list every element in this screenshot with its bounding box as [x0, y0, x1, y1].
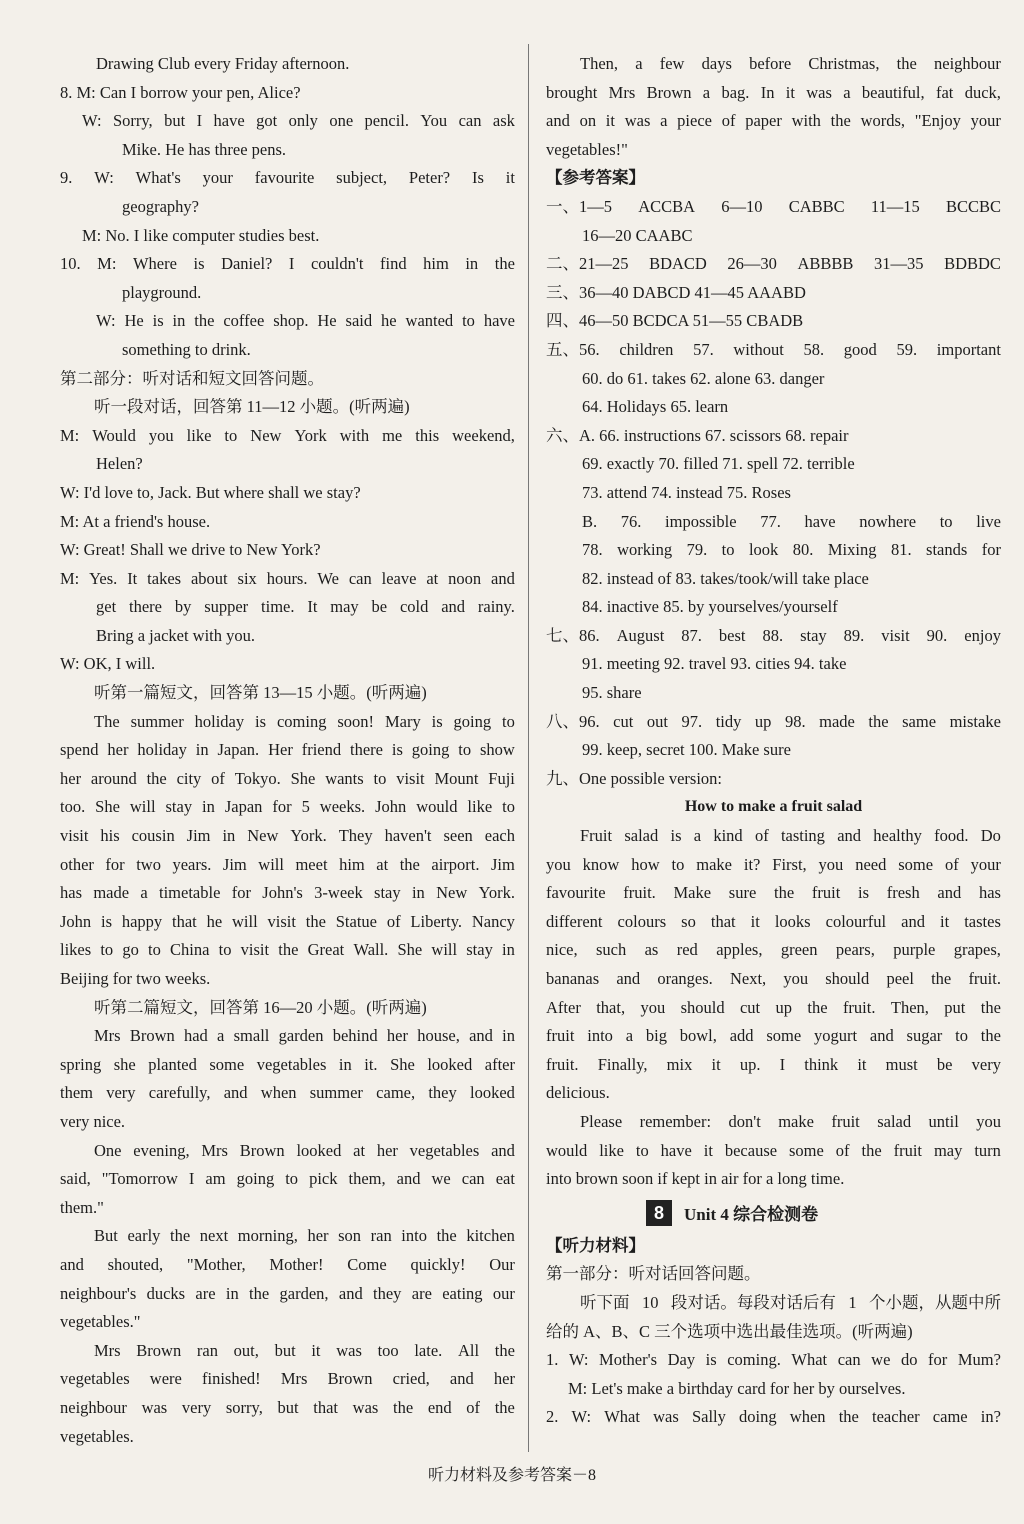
text-line: But early the next morning, her son ran into the kitchen — [94, 1226, 515, 1246]
text-line: 第一部分：听对话回答问题。 — [546, 1264, 761, 1284]
unit-title: Unit 4 综合检测卷 — [684, 1205, 819, 1225]
essay-title: How to make a fruit salad — [684, 798, 863, 816]
text-line: M: Yes. It takes about six hours. We can leave at noon and — [60, 568, 515, 588]
text-line: 给的 A、B、C 三个选项中选出最佳选项。(听两遍) — [546, 1321, 913, 1341]
text-line: very nice. — [60, 1111, 126, 1131]
text-line: John is happy that he will visit the Statue of Liberty. Nancy — [60, 911, 515, 931]
left-column — [60, 50, 515, 1451]
text-line: The summer holiday is coming soon! Mary is going to — [94, 711, 515, 731]
text-line: 听第一篇短文，回答第 13—15 小题。(听两遍) — [94, 683, 427, 703]
text-line: One evening, Mrs Brown looked at her vegetables and — [94, 1140, 515, 1160]
text-line: W: OK, I will. — [60, 654, 156, 674]
text-line: Bring a jacket with you. — [96, 625, 256, 645]
text-line: brought Mrs Brown a bag. In it was a beautiful, fat duck, — [546, 82, 1001, 102]
text-line: get there by supper time. It may be cold and rainy. — [96, 597, 515, 617]
text-line: Drawing Club every Friday afternoon. — [96, 54, 350, 73]
text-line: 9. W: What's your favourite subject, Peter? Is it — [60, 168, 515, 188]
text-line: neighbour was very sorry, but that was the end of the — [60, 1397, 515, 1417]
unit-header — [546, 1196, 1001, 1230]
text-line: 【参考答案】 — [546, 168, 645, 188]
text-line: them very carefully, and when summer came, they looked — [60, 1083, 515, 1103]
answer-line: 60. do 61. takes 62. alone 63. danger — [582, 368, 825, 388]
answer-key — [546, 193, 1001, 793]
text-line: Mike. He has three pens. — [122, 139, 287, 159]
text-line: Then, a few days before Christmas, the neighbour — [580, 54, 1001, 73]
text-line: her around the city of Tokyo. She wants to visit Mount Fuji — [60, 768, 515, 788]
text-line: Mrs Brown had a small garden behind her house, and in — [94, 1026, 515, 1046]
text-line: vegetables." — [60, 1312, 141, 1332]
text-line: likes to go to China to visit the Great Wall. She will stay in — [60, 940, 515, 960]
text-line: M: Would you like to New York with me this weekend, — [60, 425, 515, 445]
answer-line: 五、56. children 57. without 58. good 59. important — [546, 339, 1001, 359]
text-line: vegetables. — [60, 1426, 134, 1446]
essay-line: bananas and oranges. Next, you should peel the fruit. — [546, 969, 1001, 988]
text-line: visit his cousin Jim in New York. They haven't seen each — [60, 826, 515, 846]
text-line: 听一段对话，回答第 11—12 小题。(听两遍) — [94, 397, 410, 417]
essay-line: delicious. — [546, 1083, 610, 1103]
essay-line: Please remember: don't make fruit salad until you — [580, 1111, 1001, 1131]
essay-line: fruit into a big bowl, add some yogurt and sugar to the — [546, 1026, 1001, 1046]
text-line: W: Sorry, but I have got only one pencil. You can ask — [82, 111, 515, 131]
text-line: 听下面 10 段对话。每段对话后有 1 个小题，从题中所 — [580, 1292, 1001, 1312]
text-line: 10. M: Where is Daniel? I couldn't find him in the — [60, 254, 515, 274]
text-line: M: No. I like computer studies best. — [82, 225, 320, 245]
text-line: and shouted, "Mother, Mother! Come quickly! Our — [60, 1254, 515, 1274]
essay-line: into brown soon if kept in air for a long time. — [546, 1169, 845, 1189]
essay-line: After that, you should cut up the fruit. Then, put the — [546, 997, 1001, 1017]
answer-line: 一、1—5 ACCBA 6—10 CABBC 11—15 BCCBC — [546, 196, 1001, 216]
text-line: playground. — [122, 282, 202, 302]
text-line: geography? — [122, 196, 199, 216]
sample-essay — [546, 822, 1001, 1194]
page-footer: 听力材料及参考答案－8 — [427, 1467, 596, 1484]
text-line: has made a timetable for John's 3-week stay in New York. — [60, 883, 515, 903]
text-line: W: Great! Shall we drive to New York? — [60, 540, 321, 560]
answer-line: 91. meeting 92. travel 93. cities 94. take — [582, 654, 847, 674]
text-line: W: He is in the coffee shop. He said he wanted to have — [96, 311, 515, 331]
answer-line: 四、46—50 BCDCA 51—55 CBADB — [546, 311, 804, 331]
text-line: 1. W: Mother's Day is coming. What can we do for Mum? — [546, 1350, 1001, 1370]
text-line: Helen? — [96, 454, 143, 474]
answer-line: B. 76. impossible 77. have nowhere to live — [582, 511, 1001, 531]
text-line: other for two years. Jim will meet him at the airport. Jim — [60, 854, 515, 874]
text-line: said, "Tomorrow I am going to pick them, and we can eat — [60, 1169, 515, 1189]
essay-line: would like to have it because some of the fruit may turn — [546, 1140, 1001, 1160]
essay-line: nice, such as red apples, green pears, purple grapes, — [546, 940, 1001, 960]
text-line: 听第二篇短文，回答第 16—20 小题。(听两遍) — [94, 997, 427, 1017]
story-ending — [546, 50, 1001, 193]
text-line: W: I'd love to, Jack. But where shall we stay? — [60, 482, 361, 502]
essay-line: Fruit salad is a kind of tasting and healthy food. Do — [580, 826, 1001, 846]
column-divider — [528, 44, 529, 1452]
text-line: spend her holiday in Japan. Her friend there is going to show — [60, 740, 515, 760]
text-line: 8. M: Can I borrow your pen, Alice? — [60, 82, 301, 102]
text-line: 【听力材料】 — [546, 1235, 645, 1255]
essay-line: favourite fruit. Make sure the fruit is fresh and has — [546, 883, 1001, 903]
answer-line: 95. share — [582, 683, 642, 703]
answer-line: 69. exactly 70. filled 71. spell 72. terrible — [582, 454, 855, 474]
answer-line: 99. keep, secret 100. Make sure — [582, 740, 791, 760]
unit-number-badge: 8 — [646, 1200, 672, 1226]
essay-line: you know how to make it? First, you need some of your — [546, 854, 1001, 874]
text-line: them." — [60, 1197, 104, 1217]
essay-line: different colours so that it looks colourful and it tastes — [546, 911, 1001, 931]
text-line: Mrs Brown ran out, but it was too late. All the — [94, 1340, 515, 1360]
text-line: M: At a friend's house. — [60, 511, 211, 531]
text-line: something to drink. — [122, 339, 251, 359]
answer-line: 73. attend 74. instead 75. Roses — [582, 482, 791, 502]
answer-line: 84. inactive 85. by yourselves/yourself — [582, 597, 838, 617]
answer-line: 82. instead of 83. takes/took/will take place — [582, 568, 869, 588]
answer-line: 78. working 79. to look 80. Mixing 81. stands for — [582, 540, 1001, 560]
answer-line: 八、96. cut out 97. tidy up 98. made the same mistake — [546, 711, 1001, 731]
answer-line: 16—20 CAABC — [582, 225, 693, 245]
answer-line: 三、36—40 DABCD 41—45 AAABD — [546, 282, 806, 302]
text-line: spring she planted some vegetables in it. She looked after — [60, 1054, 515, 1074]
right-column — [546, 50, 1001, 1432]
text-line: vegetables were finished! Mrs Brown cried, and her — [60, 1369, 515, 1389]
answer-line: 九、One possible version: — [546, 768, 722, 788]
text-line: too. She will stay in Japan for 5 weeks. John would like to — [60, 797, 515, 817]
text-line: and on it was a piece of paper with the words, "Enjoy your — [546, 111, 1001, 131]
listening-materials — [546, 1232, 1001, 1432]
text-line: M: Let's make a birthday card for her by ourselves. — [568, 1378, 906, 1398]
text-line: neighbour's ducks are in the garden, and they are eating our — [60, 1283, 515, 1303]
answer-line: 六、A. 66. instructions 67. scissors 68. repair — [546, 425, 849, 445]
essay-line: fruit. Finally, mix it up. I think it must be very — [546, 1054, 1001, 1074]
text-line: vegetables!" — [546, 139, 628, 159]
text-line: 第二部分：听对话和短文回答问题。 — [60, 368, 324, 388]
text-line: 2. W: What was Sally doing when the teacher came in? — [546, 1407, 1001, 1427]
answer-line: 七、86. August 87. best 88. stay 89. visit 90. enjoy — [546, 625, 1001, 645]
answer-line: 二、21—25 BDACD 26—30 ABBBB 31—35 BDBDC — [546, 254, 1001, 274]
text-line: Beijing for two weeks. — [60, 969, 211, 988]
answer-line: 64. Holidays 65. learn — [582, 397, 729, 417]
